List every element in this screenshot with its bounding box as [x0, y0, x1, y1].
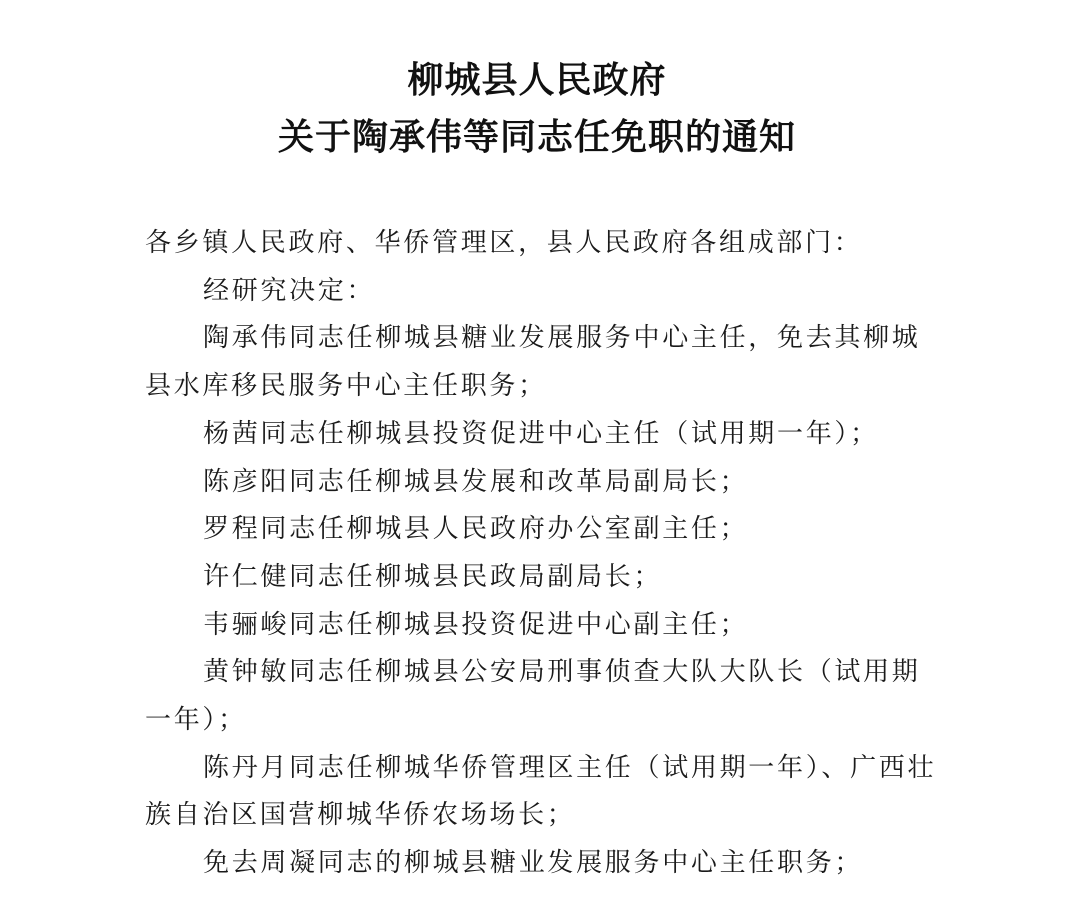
document-title-subject: 关于陶承伟等同志任免职的通知	[277, 116, 796, 158]
document-body	[145, 220, 945, 888]
appointment-item: 陶承伟同志任柳城县糖业发展服务中心主任，免去其柳城县水库移民服务中心主任职务；	[145, 323, 921, 402]
appointment-item: 杨茜同志任柳城县投资促进中心主任（试用期一年）；	[203, 418, 879, 449]
appointment-item: 陈丹月同志任柳城华侨管理区主任（试用期一年）、广西壮族自治区国营柳城华侨农场场长；	[145, 752, 937, 831]
appointment-item: 许仁健同志任柳城县民政局副局长；	[203, 561, 663, 592]
salutation: 各乡镇人民政府、华侨管理区，县人民政府各组成部门：	[145, 228, 863, 258]
decision-intro: 经研究决定：	[203, 275, 376, 306]
dismissal-item: 免去周凝同志的柳城县糖业发展服务中心主任职务；	[203, 848, 864, 879]
appointment-item: 黄钟敏同志任柳城县公安局刑事侦查大队大队长（试用期一年）；	[145, 657, 921, 736]
appointment-item: 陈彦阳同志任柳城县发展和改革局副局长；	[203, 466, 749, 497]
document-title-issuer: 柳城县人民政府	[407, 59, 667, 101]
appointment-item: 韦骊峻同志任柳城县投资促进中心副主任；	[203, 609, 749, 640]
appointment-item: 罗程同志任柳城县人民政府办公室副主任；	[203, 514, 749, 545]
